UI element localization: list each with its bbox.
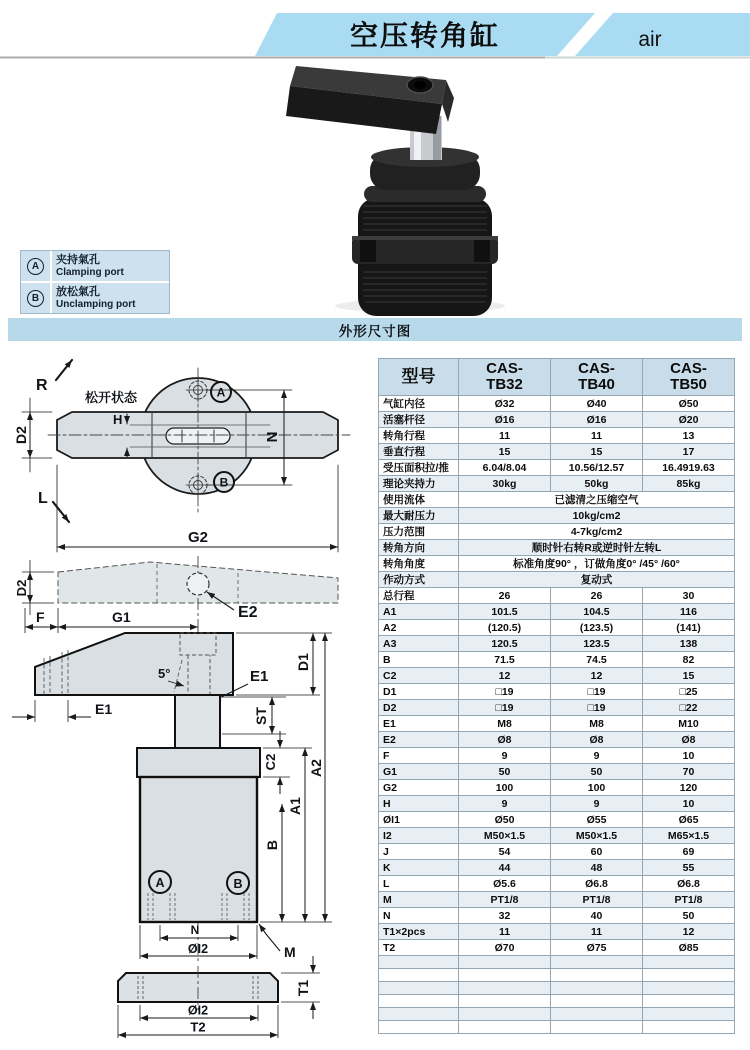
- spec-value: PT1/8: [459, 892, 551, 908]
- spec-value: 11: [551, 924, 643, 940]
- header-band-shape: [255, 13, 750, 56]
- empty-cell: [459, 995, 551, 1008]
- legend-zh: 放松氣孔: [56, 286, 100, 299]
- table-row: [379, 428, 735, 444]
- spec-value-span: 顺时针右转R或逆时针左转L: [459, 540, 735, 556]
- spec-value: 123.5: [551, 636, 643, 652]
- cylinder-body-front: [140, 777, 257, 922]
- legend-zh: 夹持氣孔: [56, 254, 100, 267]
- spec-label: B: [379, 652, 459, 668]
- table-row: [379, 524, 735, 540]
- table-row-empty: [379, 982, 735, 995]
- dim-n-label: N: [264, 431, 281, 443]
- table-row: [379, 860, 735, 876]
- spec-value: 10: [643, 796, 735, 812]
- dim-e1-right-label: E1: [250, 668, 269, 685]
- spec-label: 受压面积拉/推: [379, 460, 459, 476]
- empty-cell: [379, 1008, 459, 1021]
- empty-cell: [379, 982, 459, 995]
- spec-value: □25: [643, 684, 735, 700]
- spec-value: □19: [459, 684, 551, 700]
- spec-value: 15: [643, 668, 735, 684]
- header-band: [0, 0, 750, 60]
- dim-b-label: B: [264, 839, 280, 851]
- cylinder-body: [352, 198, 498, 316]
- spec-value: PT1/8: [643, 892, 735, 908]
- table-row: [379, 812, 735, 828]
- e2-hole: [187, 573, 209, 595]
- spec-label: H: [379, 796, 459, 812]
- dim-t2-label: T2: [190, 1019, 206, 1035]
- spec-value: 54: [459, 844, 551, 860]
- spec-label: A2: [379, 620, 459, 636]
- table-row: [379, 764, 735, 780]
- port-a-label: A: [216, 385, 226, 400]
- empty-cell: [379, 956, 459, 969]
- port-legend: [20, 250, 170, 314]
- spec-value: 6.04/8.04: [459, 460, 551, 476]
- spec-value: 11: [551, 428, 643, 444]
- spec-value: Ø75: [551, 940, 643, 956]
- spec-label: 转角方向: [379, 540, 459, 556]
- spec-value: 15: [459, 444, 551, 460]
- table-row: [379, 700, 735, 716]
- spec-label: G2: [379, 780, 459, 796]
- spec-value: 120.5: [459, 636, 551, 652]
- spec-value: 85kg: [643, 476, 735, 492]
- dim-e2-label: E2: [238, 604, 258, 621]
- dim-i2-flange-label: ØI2: [187, 1003, 209, 1018]
- spec-label: 转角角度: [379, 556, 459, 572]
- table-row: [379, 924, 735, 940]
- empty-cell: [551, 1008, 643, 1021]
- spec-value: Ø50: [643, 396, 735, 412]
- table-row: [379, 876, 735, 892]
- table-row: [379, 412, 735, 428]
- spec-value: 74.5: [551, 652, 643, 668]
- rotate-left-arrow-icon: [53, 502, 69, 522]
- spec-value: Ø50: [459, 812, 551, 828]
- spec-value: Ø6.8: [551, 876, 643, 892]
- spec-value-span: 已滤清之压缩空气: [459, 492, 735, 508]
- spec-label: K: [379, 860, 459, 876]
- table-row: [379, 732, 735, 748]
- empty-cell: [643, 982, 735, 995]
- empty-cell: [379, 969, 459, 982]
- spec-value: (141): [643, 620, 735, 636]
- spec-value: 71.5: [459, 652, 551, 668]
- spec-label: 最大耐压力: [379, 508, 459, 524]
- spec-value: 9: [459, 748, 551, 764]
- empty-cell: [379, 995, 459, 1008]
- spec-label: 垂直行程: [379, 444, 459, 460]
- spec-label: E1: [379, 716, 459, 732]
- dim-h-label: H: [113, 412, 123, 427]
- spec-value: □22: [643, 700, 735, 716]
- spec-value: Ø8: [643, 732, 735, 748]
- spec-value: 70: [643, 764, 735, 780]
- spec-value: Ø32: [459, 396, 551, 412]
- flange-view-drawing: [118, 956, 320, 1038]
- legend-en: Clamping port: [56, 266, 124, 278]
- spec-value: 138: [643, 636, 735, 652]
- table-row: [379, 844, 735, 860]
- spec-value: 12: [643, 924, 735, 940]
- empty-cell: [551, 995, 643, 1008]
- spec-value: 50: [459, 764, 551, 780]
- spec-value: 50: [643, 908, 735, 924]
- spec-label: 理论夹持力: [379, 476, 459, 492]
- dim-a1-label: A1: [287, 797, 303, 815]
- table-row: [379, 668, 735, 684]
- spec-value: Ø40: [551, 396, 643, 412]
- spec-value: 10.56/12.57: [551, 460, 643, 476]
- spec-value: 116: [643, 604, 735, 620]
- section-title-bar: [8, 318, 742, 341]
- arm-front-view: [35, 633, 233, 695]
- spec-value: 69: [643, 844, 735, 860]
- spec-label: F: [379, 748, 459, 764]
- port-a-icon: A: [21, 251, 52, 281]
- empty-cell: [643, 995, 735, 1008]
- table-row: [379, 460, 735, 476]
- spec-value: 32: [459, 908, 551, 924]
- empty-cell: [643, 969, 735, 982]
- dim-t1-label: T1: [295, 979, 311, 997]
- spec-value: M50×1.5: [551, 828, 643, 844]
- empty-cell: [459, 1008, 551, 1021]
- spec-label: 作动方式: [379, 572, 459, 588]
- empty-cell: [643, 1021, 735, 1034]
- table-row: [379, 604, 735, 620]
- dim-m-label: M: [284, 944, 296, 960]
- table-row: [379, 476, 735, 492]
- spec-value: 30kg: [459, 476, 551, 492]
- spec-label: C2: [379, 668, 459, 684]
- table-row-empty: [379, 995, 735, 1008]
- spec-label: N: [379, 908, 459, 924]
- table-row: [379, 396, 735, 412]
- spec-value: 17: [643, 444, 735, 460]
- dim-a2-label: A2: [308, 759, 324, 777]
- dim-c2-label: C2: [263, 753, 278, 771]
- spec-label: ØI1: [379, 812, 459, 828]
- spec-value: 82: [643, 652, 735, 668]
- spec-value: M50×1.5: [459, 828, 551, 844]
- spec-value: 10: [643, 748, 735, 764]
- spec-value-span: 4-7kg/cm2: [459, 524, 735, 540]
- spec-value: (123.5): [551, 620, 643, 636]
- spec-label: 使用流体: [379, 492, 459, 508]
- table-row: [379, 492, 735, 508]
- model-cas-tb50: CAS- TB50: [643, 359, 735, 396]
- spec-value: M10: [643, 716, 735, 732]
- spec-value: 120: [643, 780, 735, 796]
- table-row: [379, 780, 735, 796]
- spec-value: 50: [551, 764, 643, 780]
- spec-value: Ø20: [643, 412, 735, 428]
- dim-g2-label: G2: [187, 529, 209, 546]
- table-row-empty: [379, 1008, 735, 1021]
- table-row: [379, 588, 735, 604]
- spec-value-span: 标准角度90° ，订做角度0° /45° /60°: [459, 556, 735, 572]
- product-photo: [260, 58, 530, 316]
- dim-d1-label: D1: [295, 653, 311, 671]
- model-column-header: 型号: [379, 359, 459, 396]
- brand-label: air: [638, 28, 662, 51]
- legend-en: Unclamping port: [56, 298, 136, 310]
- table-row: [379, 908, 735, 924]
- model-cas-tb40: CAS- TB40: [551, 359, 643, 396]
- spec-value: Ø85: [643, 940, 735, 956]
- spec-value: □19: [551, 684, 643, 700]
- spec-value: 26: [459, 588, 551, 604]
- spec-value: Ø5.6: [459, 876, 551, 892]
- spec-label: 压力范围: [379, 524, 459, 540]
- empty-cell: [551, 969, 643, 982]
- table-row: [379, 444, 735, 460]
- dim-f-label: F: [36, 609, 45, 625]
- dim-i2-front-label: ØI2: [187, 942, 209, 956]
- spec-label: D1: [379, 684, 459, 700]
- spec-value: 11: [459, 924, 551, 940]
- table-row: [379, 652, 735, 668]
- empty-cell: [551, 1021, 643, 1034]
- spec-value: PT1/8: [551, 892, 643, 908]
- empty-cell: [379, 1021, 459, 1034]
- spec-label: 活塞杆径: [379, 412, 459, 428]
- rotate-left-label: L: [38, 490, 48, 507]
- spec-label: D2: [379, 700, 459, 716]
- spec-value: M8: [459, 716, 551, 732]
- spec-label: 总行程: [379, 588, 459, 604]
- rod-front-view: [175, 695, 220, 748]
- spec-label: G1: [379, 764, 459, 780]
- spec-value: 101.5: [459, 604, 551, 620]
- spec-label: M: [379, 892, 459, 908]
- spec-value-span: 复动式: [459, 572, 735, 588]
- spec-value: Ø55: [551, 812, 643, 828]
- rotate-right-arrow-icon: [56, 360, 72, 380]
- dim-d2-side-label: D2: [14, 579, 29, 597]
- dim-d2-label: D2: [13, 426, 29, 444]
- spec-value: Ø6.8: [643, 876, 735, 892]
- spec-value: 100: [459, 780, 551, 796]
- section-title: 外形尺寸图: [338, 323, 412, 339]
- model-cas-tb32: CAS- TB32: [459, 359, 551, 396]
- spec-value: 40: [551, 908, 643, 924]
- spec-value: M8: [551, 716, 643, 732]
- spec-value: 100: [551, 780, 643, 796]
- table-row-empty: [379, 1021, 735, 1034]
- angle-label: 5°: [158, 666, 171, 681]
- clamp-arm: [286, 66, 454, 134]
- table-row: [379, 556, 735, 572]
- rotate-right-label: R: [36, 377, 48, 394]
- spec-value: 16.4919.63: [643, 460, 735, 476]
- empty-cell: [459, 982, 551, 995]
- spec-label: I2: [379, 828, 459, 844]
- spec-label: 转角行程: [379, 428, 459, 444]
- top-view-drawing: [13, 360, 350, 552]
- table-row: [379, 636, 735, 652]
- spec-value: 13: [643, 428, 735, 444]
- table-row: [379, 620, 735, 636]
- state-label: 松开状态: [85, 390, 138, 405]
- table-row-empty: [379, 956, 735, 969]
- empty-cell: [551, 956, 643, 969]
- spec-label: T2: [379, 940, 459, 956]
- dim-n-front-label: N: [190, 923, 200, 937]
- table-row: [379, 828, 735, 844]
- spec-value: Ø16: [459, 412, 551, 428]
- spec-value: 9: [551, 748, 643, 764]
- table-row: [379, 684, 735, 700]
- spec-value: 44: [459, 860, 551, 876]
- spec-value: 55: [643, 860, 735, 876]
- cylinder-cap-front: [137, 748, 260, 777]
- spec-value: 9: [551, 796, 643, 812]
- table-row: [379, 796, 735, 812]
- dimension-drawings: [0, 345, 375, 1050]
- empty-cell: [459, 969, 551, 982]
- table-row: [379, 716, 735, 732]
- table-row: [379, 892, 735, 908]
- table-row: [379, 540, 735, 556]
- page-title: 空压转角缸: [349, 20, 501, 51]
- dim-e1-left-label: E1: [95, 701, 113, 717]
- port-b-icon: B: [21, 283, 52, 313]
- spec-label: A1: [379, 604, 459, 620]
- spec-label: T1×2pcs: [379, 924, 459, 940]
- table-header-row: [379, 359, 735, 396]
- table-row: [379, 572, 735, 588]
- spec-value: Ø16: [551, 412, 643, 428]
- spec-label: J: [379, 844, 459, 860]
- spec-label: 气缸内径: [379, 396, 459, 412]
- table-row: [379, 940, 735, 956]
- spec-value: Ø70: [459, 940, 551, 956]
- table-row-empty: [379, 969, 735, 982]
- spec-value: 11: [459, 428, 551, 444]
- front-view-drawing: [12, 628, 332, 962]
- spec-value-span: 10kg/cm2: [459, 508, 735, 524]
- port-b-front-label: B: [233, 877, 243, 891]
- spec-value: 15: [551, 444, 643, 460]
- spec-value: 26: [551, 588, 643, 604]
- spec-value: 30: [643, 588, 735, 604]
- spec-value: 50kg: [551, 476, 643, 492]
- spec-value: □19: [551, 700, 643, 716]
- spec-value: M65×1.5: [643, 828, 735, 844]
- legend-item-unclamping: [21, 281, 169, 313]
- spec-value: Ø8: [459, 732, 551, 748]
- side-view-drawing: [14, 556, 338, 633]
- dim-st-label: ST: [253, 707, 269, 725]
- spec-value: Ø65: [643, 812, 735, 828]
- table-row: [379, 748, 735, 764]
- port-a-front-label: A: [155, 876, 165, 890]
- spec-value: 60: [551, 844, 643, 860]
- spec-label: A3: [379, 636, 459, 652]
- spec-value: (120.5): [459, 620, 551, 636]
- empty-cell: [643, 1008, 735, 1021]
- spec-label: L: [379, 876, 459, 892]
- spec-value: □19: [459, 700, 551, 716]
- port-b-label: B: [219, 475, 229, 490]
- spec-label: E2: [379, 732, 459, 748]
- spec-value: 12: [459, 668, 551, 684]
- empty-cell: [459, 1021, 551, 1034]
- table-row: [379, 508, 735, 524]
- spec-value: 104.5: [551, 604, 643, 620]
- empty-cell: [551, 982, 643, 995]
- dim-g1-label: G1: [112, 609, 131, 625]
- spec-table: [378, 358, 735, 1034]
- spec-table-rows: [379, 396, 735, 1034]
- spec-value: Ø8: [551, 732, 643, 748]
- empty-cell: [459, 956, 551, 969]
- empty-cell: [643, 956, 735, 969]
- spec-value: 48: [551, 860, 643, 876]
- spec-value: 9: [459, 796, 551, 812]
- spec-value: 12: [551, 668, 643, 684]
- legend-item-clamping: [21, 251, 169, 281]
